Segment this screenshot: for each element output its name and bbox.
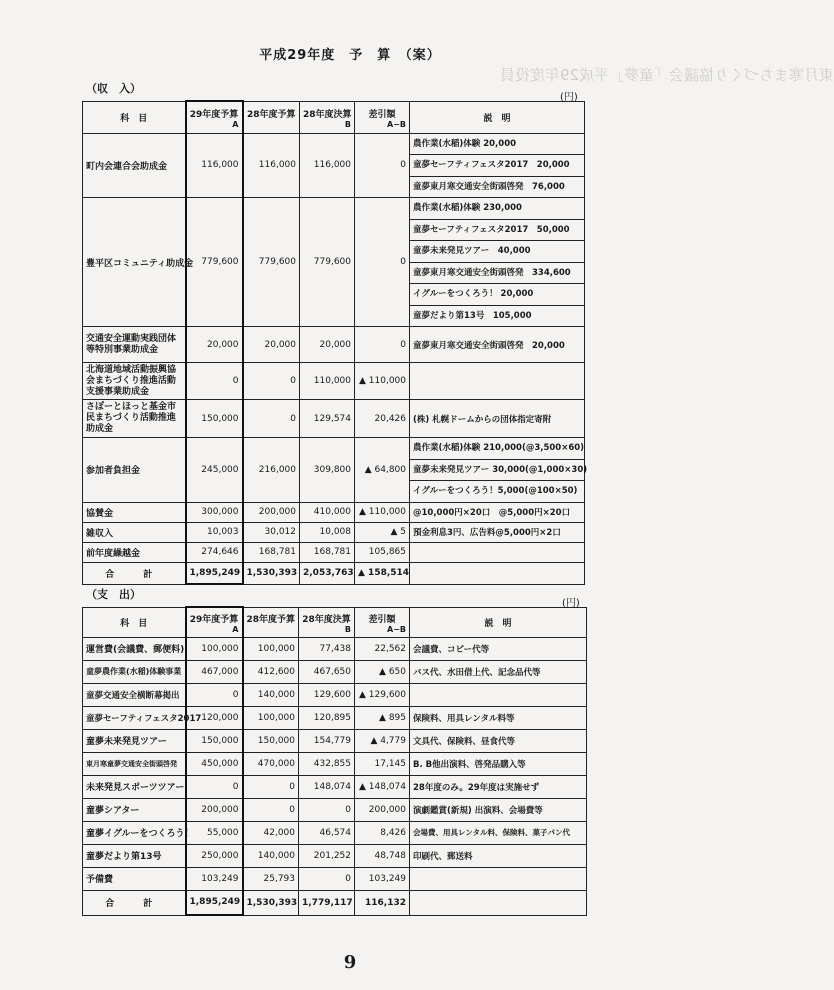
income-table xyxy=(82,100,588,585)
table-row xyxy=(83,729,587,752)
row-note xyxy=(410,363,585,400)
total-b28: 1,530,393 xyxy=(243,890,299,915)
table-row xyxy=(83,438,585,503)
row-item: 町内会連合会助成金 xyxy=(83,133,186,198)
row-diff: 48,748 xyxy=(355,844,410,867)
row-note: 会場費、用具レンタル料、保険料、菓子パン代 xyxy=(410,821,587,844)
table-row xyxy=(83,363,585,400)
row-note: (株) 札幌ドームからの団体指定寄附 xyxy=(410,400,585,438)
expense-section-label: （支 出） xyxy=(86,588,141,601)
income-unit-label: (円) xyxy=(560,92,578,103)
row-diff: 105,865 xyxy=(355,542,410,562)
row-note xyxy=(410,542,585,562)
row-s28: 148,074 xyxy=(299,775,355,798)
total-note xyxy=(410,890,587,915)
row-b28: 100,000 xyxy=(243,706,299,729)
row-b29: 116,000 xyxy=(186,133,243,198)
table-row xyxy=(83,821,587,844)
table-row xyxy=(83,522,585,542)
row-b29: 103,249 xyxy=(186,867,243,890)
row-b28: 140,000 xyxy=(243,683,299,706)
row-b29: 274,646 xyxy=(186,542,243,562)
row-b29: 55,000 xyxy=(186,821,243,844)
table-row xyxy=(83,133,585,198)
row-note: 童夢東月寒交通安全街頭啓発 20,000 xyxy=(410,327,585,363)
table-row xyxy=(83,327,585,363)
table-row xyxy=(83,400,585,438)
row-b28: 25,793 xyxy=(243,867,299,890)
row-b28: 0 xyxy=(243,798,299,821)
page-title: 平成29年度 予 算 （案） xyxy=(259,48,441,63)
row-b28: 0 xyxy=(243,775,299,798)
row-note: 保険料、用具レンタル料等 xyxy=(410,706,587,729)
row-b28: 200,000 xyxy=(243,502,300,522)
row-b29: 150,000 xyxy=(186,729,243,752)
row-s28: 116,000 xyxy=(300,133,355,198)
row-b28: 20,000 xyxy=(243,327,300,363)
row-diff: ▲ 148,074 xyxy=(355,775,410,798)
row-diff: 0 xyxy=(355,327,410,363)
row-b28: 0 xyxy=(243,363,300,400)
bleed-through-text: 東月寒まちづくり協議会「童夢」平成29年度役員 xyxy=(500,66,834,84)
total-label: 合 計 xyxy=(83,890,186,915)
row-b29: 467,000 xyxy=(186,660,243,683)
row-diff: 8,426 xyxy=(355,821,410,844)
row-s28: 467,650 xyxy=(299,660,355,683)
income-section-label: （収 入） xyxy=(86,82,141,95)
income-header-s28: 28年度決算 B xyxy=(300,101,355,133)
row-b29: 779,600 xyxy=(186,198,243,327)
row-b28: 30,012 xyxy=(243,522,300,542)
expense-unit-label: (円) xyxy=(562,598,580,609)
total-label: 合 計 xyxy=(83,562,186,584)
row-note: B. B他出演料、啓発品購入等 xyxy=(410,752,587,775)
income-header-item: 科 目 xyxy=(83,101,186,133)
row-b29: 300,000 xyxy=(186,502,243,522)
total-s28: 2,053,763 xyxy=(300,562,355,584)
row-s28: 779,600 xyxy=(300,198,355,327)
expense-header-note: 説 明 xyxy=(410,607,587,637)
row-s28: 201,252 xyxy=(299,844,355,867)
page-number: 9 xyxy=(343,952,357,973)
row-s28: 46,574 xyxy=(299,821,355,844)
row-s28: 0 xyxy=(299,867,355,890)
table-row xyxy=(83,706,587,729)
row-diff: 103,249 xyxy=(355,867,410,890)
row-diff: 0 xyxy=(355,198,410,327)
table-row xyxy=(83,542,585,562)
row-item: 童夢未来発見ツアー xyxy=(83,729,186,752)
row-b29: 245,000 xyxy=(186,438,243,503)
row-diff: ▲ 129,600 xyxy=(355,683,410,706)
row-b29: 0 xyxy=(186,363,243,400)
row-diff: 0 xyxy=(355,133,410,198)
row-item: 童夢だより第13号 xyxy=(83,844,186,867)
row-b28: 779,600 xyxy=(243,198,300,327)
total-s28: 1,779,117 xyxy=(299,890,355,915)
income-header-diff: 差引額 A−B xyxy=(355,101,410,133)
row-item: 未来発見スポーツツアー xyxy=(83,775,186,798)
row-item: 参加者負担金 xyxy=(83,438,186,503)
row-b28: 412,600 xyxy=(243,660,299,683)
table-row xyxy=(83,867,587,890)
income-header-b28: 28年度予算 xyxy=(243,101,300,133)
row-item: 童夢セーフティフェスタ2017 xyxy=(83,706,186,729)
expense-total-row xyxy=(83,890,587,915)
income-header-b29: 29年度予算 A xyxy=(186,101,243,133)
row-b29: 450,000 xyxy=(186,752,243,775)
row-note: 農作業(水稲)体験 20,000 童夢セーフティフェスタ2017 20,000 童夢東月寒交通安全街頭啓発 76,000 xyxy=(410,133,585,198)
row-note xyxy=(410,867,587,890)
row-s28: 77,438 xyxy=(299,637,355,660)
row-b28: 116,000 xyxy=(243,133,300,198)
row-note: 農作業(水稲)体験 230,000 童夢セーフティフェスタ2017 50,000 童夢未来発見ツアー 40,000 童夢東月寒交通安全街頭啓発 334,600 イグルーをつくろう！ 20,000 童夢だより第13号 105,000 xyxy=(410,198,585,327)
row-s28: 10,008 xyxy=(300,522,355,542)
table-row xyxy=(83,502,585,522)
row-note xyxy=(410,683,587,706)
row-diff: 200,000 xyxy=(355,798,410,821)
table-row xyxy=(83,844,587,867)
row-diff: ▲ 110,000 xyxy=(355,502,410,522)
total-diff: 116,132 xyxy=(355,890,410,915)
total-diff: ▲ 158,514 xyxy=(355,562,410,584)
table-row xyxy=(83,752,587,775)
income-header-note: 説 明 xyxy=(410,101,585,133)
row-s28: 129,600 xyxy=(299,683,355,706)
table-row xyxy=(83,660,587,683)
row-item: 前年度繰越金 xyxy=(83,542,186,562)
expense-header-b29: 29年度予算 A xyxy=(186,607,243,637)
row-diff: 20,426 xyxy=(355,400,410,438)
table-row xyxy=(83,683,587,706)
row-note: 預金利息3円、広告料@5,000円×2口 xyxy=(410,522,585,542)
expense-header-s28: 28年度決算 B xyxy=(299,607,355,637)
table-row xyxy=(83,798,587,821)
row-s28: 154,779 xyxy=(299,729,355,752)
row-s28: 129,574 xyxy=(300,400,355,438)
table-row xyxy=(83,775,587,798)
total-note xyxy=(410,562,585,584)
row-b29: 0 xyxy=(186,775,243,798)
row-diff: ▲ 110,000 xyxy=(355,363,410,400)
row-b29: 150,000 xyxy=(186,400,243,438)
row-note: 文具代、保険料、昼食代等 xyxy=(410,729,587,752)
row-item: 東月寒童夢交通安全街頭啓発 xyxy=(83,752,186,775)
total-b28: 1,530,393 xyxy=(243,562,300,584)
row-item: 童夢イグルーをつくろう！ xyxy=(83,821,186,844)
row-s28: 410,000 xyxy=(300,502,355,522)
row-note: @10,000円×20口 @5,000円×20口 xyxy=(410,502,585,522)
row-b28: 150,000 xyxy=(243,729,299,752)
expense-header-b28: 28年度予算 xyxy=(243,607,299,637)
row-b28: 470,000 xyxy=(243,752,299,775)
row-b29: 0 xyxy=(186,683,243,706)
row-s28: 432,855 xyxy=(299,752,355,775)
row-s28: 309,800 xyxy=(300,438,355,503)
table-row xyxy=(83,637,587,660)
row-b29: 120,000 xyxy=(186,706,243,729)
row-note: 演劇鑑賞(新規) 出演料、会場費等 xyxy=(410,798,587,821)
row-b29: 250,000 xyxy=(186,844,243,867)
row-s28: 110,000 xyxy=(300,363,355,400)
expense-header-diff: 差引額 A−B xyxy=(355,607,410,637)
row-item: 童夢農作業(水稲)体験事業 xyxy=(83,660,186,683)
row-b29: 20,000 xyxy=(186,327,243,363)
row-diff: 17,145 xyxy=(355,752,410,775)
row-s28: 120,895 xyxy=(299,706,355,729)
row-item: 北海道地域活動振興協会まちづくり推進活動支援事業助成金 xyxy=(83,363,186,400)
row-b28: 140,000 xyxy=(243,844,299,867)
row-item: 協賛金 xyxy=(83,502,186,522)
row-diff: ▲ 4,779 xyxy=(355,729,410,752)
row-diff: ▲ 650 xyxy=(355,660,410,683)
row-b28: 216,000 xyxy=(243,438,300,503)
row-item: さぽーとほっと基金市民まちづくり活動推進助成金 xyxy=(83,400,186,438)
row-b28: 0 xyxy=(243,400,300,438)
row-note: 印刷代、郵送料 xyxy=(410,844,587,867)
total-b29: 1,895,249 xyxy=(186,562,243,584)
row-note: バス代、水田借上代、記念品代等 xyxy=(410,660,587,683)
row-s28: 20,000 xyxy=(300,327,355,363)
row-item: 運営費(会議費、郵便料) xyxy=(83,637,186,660)
row-item: 雑収入 xyxy=(83,522,186,542)
row-b28: 42,000 xyxy=(243,821,299,844)
row-item: 予備費 xyxy=(83,867,186,890)
row-b29: 10,003 xyxy=(186,522,243,542)
row-b28: 168,781 xyxy=(243,542,300,562)
row-note: 会議費、コピー代等 xyxy=(410,637,587,660)
row-diff: 22,562 xyxy=(355,637,410,660)
row-s28: 168,781 xyxy=(300,542,355,562)
expense-table xyxy=(82,606,587,916)
table-row xyxy=(83,198,585,327)
row-diff: ▲ 5 xyxy=(355,522,410,542)
row-b28: 100,000 xyxy=(243,637,299,660)
income-total-row xyxy=(83,562,585,584)
row-note: 28年度のみ。29年度は実施せず xyxy=(410,775,587,798)
row-diff: ▲ 64,800 xyxy=(355,438,410,503)
row-item: 交通安全運動実践団体等特別事業助成金 xyxy=(83,327,186,363)
row-b29: 100,000 xyxy=(186,637,243,660)
row-item: 童夢シアター xyxy=(83,798,186,821)
row-item: 豊平区コミュニティ助成金 xyxy=(83,198,186,327)
total-b29: 1,895,249 xyxy=(186,890,243,915)
row-diff: ▲ 895 xyxy=(355,706,410,729)
row-b29: 200,000 xyxy=(186,798,243,821)
row-note: 農作業(水稲)体験 210,000(@3,500×60) 童夢未来発見ツアー 30,000(@1,000×30) イグルーをつくろう！5,000(@100×50) xyxy=(410,438,585,503)
row-s28: 0 xyxy=(299,798,355,821)
row-item: 童夢交通安全横断幕掲出 xyxy=(83,683,186,706)
expense-header-item: 科 目 xyxy=(83,607,186,637)
